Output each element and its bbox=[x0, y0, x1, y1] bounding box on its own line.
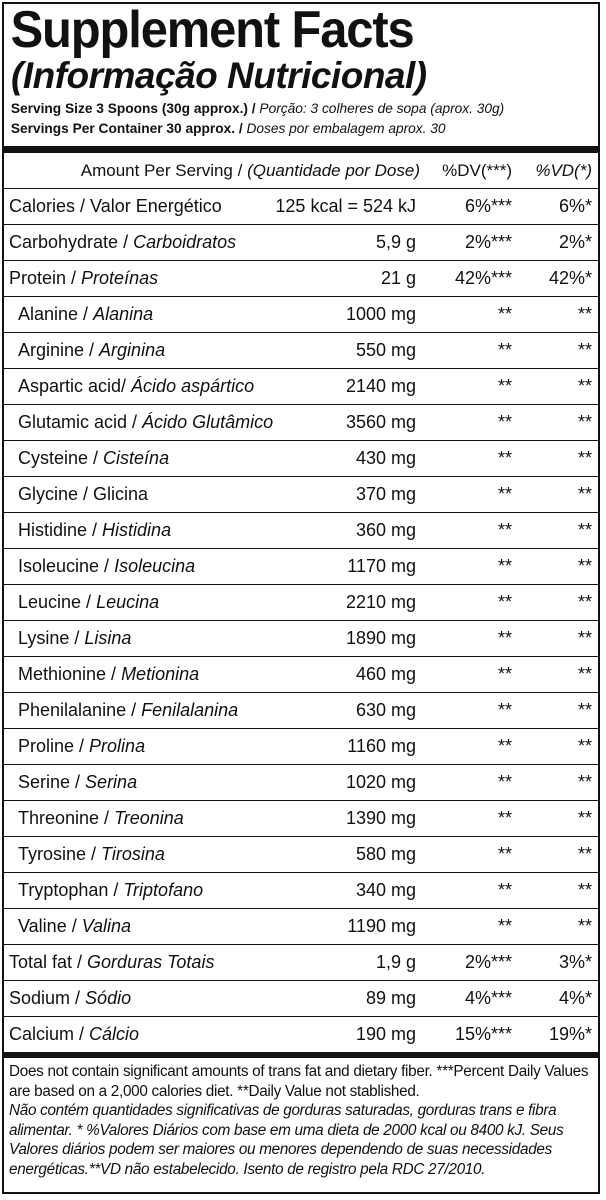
nutrient-amount: 2210 mg bbox=[274, 585, 424, 621]
nutrient-dv: ** bbox=[424, 837, 518, 873]
nutrient-dv: ** bbox=[424, 801, 518, 837]
nutrient-amount: 3560 mg bbox=[274, 405, 424, 441]
nutrient-name bbox=[4, 693, 274, 729]
nutrient-name-pt: Cálcio bbox=[89, 1024, 140, 1044]
nutrient-amount: 580 mg bbox=[274, 837, 424, 873]
nutrient-row bbox=[4, 621, 598, 657]
nutrient-dv: 2%*** bbox=[424, 225, 518, 261]
nutrient-name-en: Calories / bbox=[9, 196, 91, 216]
nutrient-name-pt: Alanina bbox=[93, 304, 154, 324]
nutrient-name bbox=[4, 441, 274, 477]
nutrient-dv: ** bbox=[424, 585, 518, 621]
nutrient-vd: ** bbox=[518, 729, 598, 765]
nutrient-row bbox=[4, 945, 598, 981]
nutrient-name-pt: Valor Energético bbox=[90, 196, 222, 216]
nutrient-name bbox=[4, 333, 274, 369]
footnote bbox=[4, 1058, 598, 1179]
nutrient-amount: 1020 mg bbox=[274, 765, 424, 801]
panel-subtitle: (Informação Nutricional) bbox=[11, 55, 427, 96]
nutrient-amount: 430 mg bbox=[274, 441, 424, 477]
serving-size bbox=[4, 98, 586, 118]
nutrient-amount: 340 mg bbox=[274, 873, 424, 909]
nutrient-name-en: Leucine / bbox=[18, 592, 97, 612]
serving-size-en: Serving Size 3 Spoons (30g approx.) / bbox=[10, 100, 256, 116]
nutrient-dv: 4%*** bbox=[424, 981, 518, 1017]
nutrient-amount: 2140 mg bbox=[274, 369, 424, 405]
amount-header-pt: (Quantidade por Dose) bbox=[247, 161, 420, 180]
nutrient-dv: ** bbox=[424, 909, 518, 945]
nutrient-dv: ** bbox=[424, 693, 518, 729]
nutrient-row bbox=[4, 477, 598, 513]
nutrient-dv: ** bbox=[424, 441, 518, 477]
nutrient-name-pt: Cisteína bbox=[103, 448, 170, 468]
nutrient-row bbox=[4, 981, 598, 1017]
nutrient-row bbox=[4, 909, 598, 945]
nutrient-name bbox=[4, 873, 274, 909]
nutrient-row bbox=[4, 657, 598, 693]
serving-size-pt: Porção: 3 colheres de sopa (aprox. 30g) bbox=[259, 100, 505, 116]
nutrient-name-en: Valine / bbox=[18, 916, 82, 936]
nutrient-row bbox=[4, 585, 598, 621]
nutrient-name-en: Carbohydrate / bbox=[9, 232, 134, 252]
nutrient-amount: 360 mg bbox=[274, 513, 424, 549]
nutrient-amount: 1,9 g bbox=[274, 945, 424, 981]
nutrient-name-pt: Treonina bbox=[114, 808, 184, 828]
nutrient-name bbox=[4, 765, 274, 801]
nutrient-amount: 1160 mg bbox=[274, 729, 424, 765]
nutrient-vd: 6%* bbox=[518, 189, 598, 225]
nutrient-vd: ** bbox=[518, 549, 598, 585]
nutrient-amount: 460 mg bbox=[274, 657, 424, 693]
nutrient-name bbox=[4, 837, 274, 873]
nutrient-vd: ** bbox=[518, 801, 598, 837]
nutrient-dv: ** bbox=[424, 873, 518, 909]
nutrient-name-en: Histidine / bbox=[18, 520, 103, 540]
nutrient-vd: ** bbox=[518, 441, 598, 477]
nutrient-name bbox=[4, 981, 274, 1017]
nutrient-dv: 42%*** bbox=[424, 261, 518, 297]
nutrient-name bbox=[4, 405, 274, 441]
servings-per-container bbox=[4, 118, 586, 138]
nutrient-name-pt: Valina bbox=[81, 916, 132, 936]
nutrient-name-en: Cysteine / bbox=[18, 448, 104, 468]
nutrient-vd: ** bbox=[518, 693, 598, 729]
nutrient-vd: ** bbox=[518, 333, 598, 369]
nutrient-amount: 370 mg bbox=[274, 477, 424, 513]
nutrient-name-en: Serine / bbox=[18, 772, 86, 792]
nutrient-row bbox=[4, 873, 598, 909]
nutrient-vd: ** bbox=[518, 765, 598, 801]
nutrient-dv: ** bbox=[424, 369, 518, 405]
nutrient-name-pt: Ácido aspártico bbox=[131, 376, 255, 396]
nutrient-name-pt: Carboidratos bbox=[133, 232, 237, 252]
nutrient-name-pt: Arginina bbox=[99, 340, 166, 360]
dv-header: %DV(***) bbox=[424, 153, 518, 189]
nutrient-dv: 6%*** bbox=[424, 189, 518, 225]
nutrient-name-pt: Fenilalanina bbox=[141, 700, 239, 720]
nutrient-dv: ** bbox=[424, 765, 518, 801]
nutrient-vd: ** bbox=[518, 585, 598, 621]
nutrient-dv: ** bbox=[424, 621, 518, 657]
thick-divider bbox=[4, 146, 598, 153]
nutrient-row bbox=[4, 837, 598, 873]
nutrient-name-en: Total fat / bbox=[9, 952, 88, 972]
nutrient-row bbox=[4, 1017, 598, 1053]
nutrient-name bbox=[4, 513, 274, 549]
amount-per-serving-header bbox=[4, 153, 424, 189]
nutrient-name-pt: Lisina bbox=[84, 628, 132, 648]
nutrient-vd: ** bbox=[518, 369, 598, 405]
nutrient-name bbox=[4, 909, 274, 945]
nutrient-dv: ** bbox=[424, 513, 518, 549]
nutrient-amount: 1390 mg bbox=[274, 801, 424, 837]
nutrient-amount: 1190 mg bbox=[274, 909, 424, 945]
supplement-facts-panel bbox=[2, 2, 600, 1194]
table-header bbox=[4, 153, 598, 189]
panel-title: Supplement Facts bbox=[10, 2, 414, 59]
nutrient-name bbox=[4, 801, 274, 837]
nutrient-name-pt: Prolina bbox=[89, 736, 146, 756]
nutrient-name-pt: Serina bbox=[85, 772, 138, 792]
nutrient-vd: ** bbox=[518, 477, 598, 513]
nutrient-dv: ** bbox=[424, 657, 518, 693]
nutrient-name-pt: Glicina bbox=[93, 484, 149, 504]
nutrient-name-en: Lysine / bbox=[18, 628, 85, 648]
nutrient-row bbox=[4, 405, 598, 441]
nutrient-row bbox=[4, 369, 598, 405]
nutrient-name-pt: Ácido Glutâmico bbox=[142, 412, 274, 432]
nutrient-name bbox=[4, 621, 274, 657]
nutrient-vd: ** bbox=[518, 621, 598, 657]
nutrient-amount: 1890 mg bbox=[274, 621, 424, 657]
nutrient-vd: 4%* bbox=[518, 981, 598, 1017]
nutrient-vd: 42%* bbox=[518, 261, 598, 297]
nutrient-name-en: Proline / bbox=[18, 736, 90, 756]
nutrient-name-en: Phenilalanine / bbox=[18, 700, 142, 720]
nutrient-row bbox=[4, 729, 598, 765]
nutrient-name-en: Sodium / bbox=[9, 988, 86, 1008]
nutrient-amount: 190 mg bbox=[355, 1024, 416, 1044]
nutrient-row bbox=[4, 441, 598, 477]
nutrient-row bbox=[4, 225, 598, 261]
nutrient-row bbox=[4, 513, 598, 549]
nutrient-name-pt: Histidina bbox=[102, 520, 172, 540]
nutrient-amount: 550 mg bbox=[274, 333, 424, 369]
nutrient-dv: 2%*** bbox=[424, 945, 518, 981]
nutrient-name-en: Tyrosine / bbox=[18, 844, 102, 864]
nutrient-name-en: Glycine / bbox=[18, 484, 94, 504]
nutrient-name-pt: Leucina bbox=[96, 592, 160, 612]
nutrient-name bbox=[4, 225, 274, 261]
nutrient-table bbox=[4, 153, 598, 1052]
nutrient-name bbox=[4, 261, 274, 297]
nutrient-amount: 125 kcal = 524 kJ bbox=[274, 189, 424, 225]
footnote-en: Does not contain significant amounts of trans fat and dietary fiber. ***Percent Daily Values are based on a 2,000 calories diet. **Daily Value not stablished. bbox=[9, 1063, 589, 1100]
nutrient-name-en: Tryptophan / bbox=[18, 880, 124, 900]
nutrient-dv: 15%*** bbox=[454, 1024, 512, 1044]
nutrient-vd: ** bbox=[518, 405, 598, 441]
nutrient-row bbox=[4, 297, 598, 333]
nutrient-amount: 89 mg bbox=[274, 981, 424, 1017]
nutrient-vd: 19%* bbox=[548, 1024, 592, 1044]
nutrient-name bbox=[4, 729, 274, 765]
nutrient-name-en: Threonine / bbox=[18, 808, 115, 828]
nutrient-name bbox=[4, 657, 274, 693]
servings-per-container-pt: Doses por embalagem aprox. 30 bbox=[246, 120, 446, 136]
nutrient-name bbox=[4, 369, 274, 405]
nutrient-name-pt: Proteínas bbox=[81, 268, 159, 288]
nutrient-dv: ** bbox=[424, 297, 518, 333]
nutrient-name-pt: Gorduras Totais bbox=[87, 952, 215, 972]
nutrient-vd: 2%* bbox=[518, 225, 598, 261]
vd-header: %VD(*) bbox=[518, 153, 598, 189]
nutrient-name bbox=[4, 297, 274, 333]
nutrient-name bbox=[4, 1017, 274, 1053]
nutrient-amount: 630 mg bbox=[274, 693, 424, 729]
nutrient-amount: 21 g bbox=[274, 261, 424, 297]
nutrient-dv: ** bbox=[424, 405, 518, 441]
nutrient-name-en: Aspartic acid/ bbox=[18, 376, 132, 396]
nutrient-name-pt: Sódio bbox=[85, 988, 132, 1008]
nutrient-vd: ** bbox=[518, 837, 598, 873]
nutrient-name bbox=[4, 945, 274, 981]
nutrient-amount: 1000 mg bbox=[274, 297, 424, 333]
nutrient-row bbox=[4, 549, 598, 585]
nutrient-row bbox=[4, 765, 598, 801]
nutrient-name bbox=[4, 549, 274, 585]
nutrient-vd: ** bbox=[518, 873, 598, 909]
nutrient-vd: ** bbox=[518, 909, 598, 945]
amount-header-en: Amount Per Serving / bbox=[80, 161, 243, 180]
nutrient-name-pt: Isoleucina bbox=[114, 556, 196, 576]
nutrient-name bbox=[4, 189, 274, 225]
nutrient-name-en: Arginine / bbox=[18, 340, 100, 360]
nutrient-name bbox=[4, 585, 274, 621]
nutrient-dv: ** bbox=[424, 477, 518, 513]
footnote-pt: Não contém quantidades significativas de gorduras saturadas, gorduras trans e fibra alimentar. * %Valores Diários com base em uma dieta de 2000 kcal ou 8400 kJ. Seus Valores diários podem ser maiores ou menores dependendo de suas necessidades energéticas.**VD não estabelecido. Isento de registro pela RDC 27/2010. bbox=[9, 1102, 564, 1178]
nutrient-name-en: Glutamic acid / bbox=[18, 412, 143, 432]
nutrient-name-pt: Metionina bbox=[121, 664, 200, 684]
nutrient-row bbox=[4, 693, 598, 729]
nutrient-vd: 3%* bbox=[518, 945, 598, 981]
nutrient-name-en: Isoleucine / bbox=[18, 556, 115, 576]
nutrient-amount: 1170 mg bbox=[274, 549, 424, 585]
nutrient-vd: ** bbox=[518, 657, 598, 693]
nutrient-row bbox=[4, 333, 598, 369]
nutrient-name-en: Protein / bbox=[9, 268, 82, 288]
nutrient-name-en: Alanine / bbox=[18, 304, 94, 324]
nutrient-row bbox=[4, 189, 598, 225]
servings-per-container-en: Servings Per Container 30 approx. / bbox=[10, 120, 243, 136]
nutrient-vd: ** bbox=[518, 513, 598, 549]
nutrient-name-en: Methionine / bbox=[18, 664, 122, 684]
nutrient-name-en: Calcium / bbox=[9, 1024, 90, 1044]
nutrient-row bbox=[4, 801, 598, 837]
nutrient-vd: ** bbox=[518, 297, 598, 333]
nutrient-dv: ** bbox=[424, 549, 518, 585]
nutrient-amount: 5,9 g bbox=[274, 225, 424, 261]
nutrient-name bbox=[4, 477, 274, 513]
nutrient-name-pt: Triptofano bbox=[123, 880, 204, 900]
nutrient-row bbox=[4, 261, 598, 297]
nutrient-dv: ** bbox=[424, 333, 518, 369]
nutrient-name-pt: Tirosina bbox=[101, 844, 165, 864]
nutrient-dv: ** bbox=[424, 729, 518, 765]
